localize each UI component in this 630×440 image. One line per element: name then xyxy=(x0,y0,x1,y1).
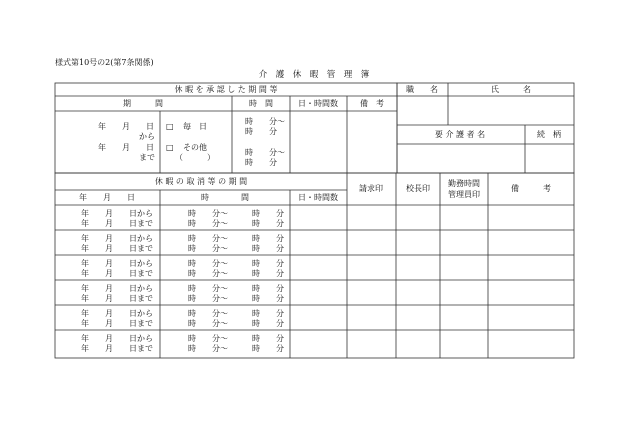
row-time-1: 時 分〜 時 分 xyxy=(188,209,284,218)
relation-header: 続 柄 xyxy=(537,130,561,139)
time-from-1: 時 分〜 xyxy=(245,117,285,126)
row-time-1: 時 分〜 時 分 xyxy=(188,309,284,318)
row-to-date: 年 月 日まで xyxy=(81,219,153,228)
cancel-section-header: 休 暇 の 取 消 等 の 期 間 xyxy=(154,177,248,186)
approved-section-header: 休 暇 を 承 認 し た 期 間 等 xyxy=(174,85,278,94)
col-period-header: 期 間 xyxy=(123,99,163,108)
row-to-date: 年 月 日まで xyxy=(81,319,153,328)
time-to-2: 時 分 xyxy=(245,158,277,167)
other-option-paren: （ ） xyxy=(175,153,215,162)
row-time-1: 時 分〜 時 分 xyxy=(188,259,284,268)
row-from-date: 年 月 日から xyxy=(81,334,153,343)
row-time-2: 時 分〜 時 分 xyxy=(188,294,284,303)
name-header: 氏 名 xyxy=(491,85,531,94)
row-time-2: 時 分〜 時 分 xyxy=(188,269,284,278)
row-to-date: 年 月 日まで xyxy=(81,344,153,353)
time-from-2: 時 分〜 xyxy=(245,148,285,157)
col-day-hours-header: 日・時間数 xyxy=(298,99,338,108)
row-from-date: 年 月 日から xyxy=(81,284,153,293)
col-remarks-header: 備 考 xyxy=(360,99,384,108)
row-from-date: 年 月 日から xyxy=(81,309,153,318)
row-time-2: 時 分〜 時 分 xyxy=(188,219,284,228)
period-from-date: 年 月 日 xyxy=(98,122,154,131)
row-time-1: 時 分〜 時 分 xyxy=(188,284,284,293)
manager-seal-header-1: 勤務時間 xyxy=(448,179,480,188)
period-from-suffix: から xyxy=(139,132,155,141)
period-to-suffix: まで xyxy=(139,153,155,162)
row-time-1: 時 分〜 時 分 xyxy=(188,234,284,243)
row-from-date: 年 月 日から xyxy=(81,234,153,243)
time-to-1: 時 分 xyxy=(245,127,277,136)
row-time-2: 時 分〜 時 分 xyxy=(188,344,284,353)
row-from-date: 年 月 日から xyxy=(81,259,153,268)
row-to-date: 年 月 日まで xyxy=(81,269,153,278)
manager-seal-header-2: 管理員印 xyxy=(448,190,480,199)
period-to-date: 年 月 日 xyxy=(98,143,154,152)
row-time-2: 時 分〜 時 分 xyxy=(188,244,284,253)
row-to-date: 年 月 日まで xyxy=(81,294,153,303)
cancel-col-date: 年 月 日 xyxy=(79,193,135,202)
other-checkbox[interactable]: □ xyxy=(166,143,174,152)
row-time-2: 時 分〜 時 分 xyxy=(188,319,284,328)
daily-checkbox[interactable]: □ xyxy=(166,122,174,131)
form-number: 様式第10号の2(第7条関係) xyxy=(55,58,154,67)
request-seal-header: 請求印 xyxy=(359,184,383,193)
daily-option-label: 毎 日 xyxy=(183,122,207,131)
cancel-col-day-hours: 日・時間数 xyxy=(298,193,338,202)
post-header: 職 名 xyxy=(406,85,438,94)
other-option-label: その他 xyxy=(183,143,207,152)
row-from-date: 年 月 日から xyxy=(81,209,153,218)
page-title: 介 護 休 暇 管 理 簿 xyxy=(258,70,370,80)
staff-table-border xyxy=(397,83,574,173)
row-to-date: 年 月 日まで xyxy=(81,244,153,253)
cancel-remarks-header: 備 考 xyxy=(511,184,551,193)
cancel-col-time: 時 間 xyxy=(201,193,249,202)
col-time-header: 時 間 xyxy=(249,99,273,108)
row-time-1: 時 分〜 時 分 xyxy=(188,334,284,343)
principal-seal-header: 校長印 xyxy=(406,184,430,193)
care-recipient-header: 要 介 護 者 名 xyxy=(434,130,486,139)
